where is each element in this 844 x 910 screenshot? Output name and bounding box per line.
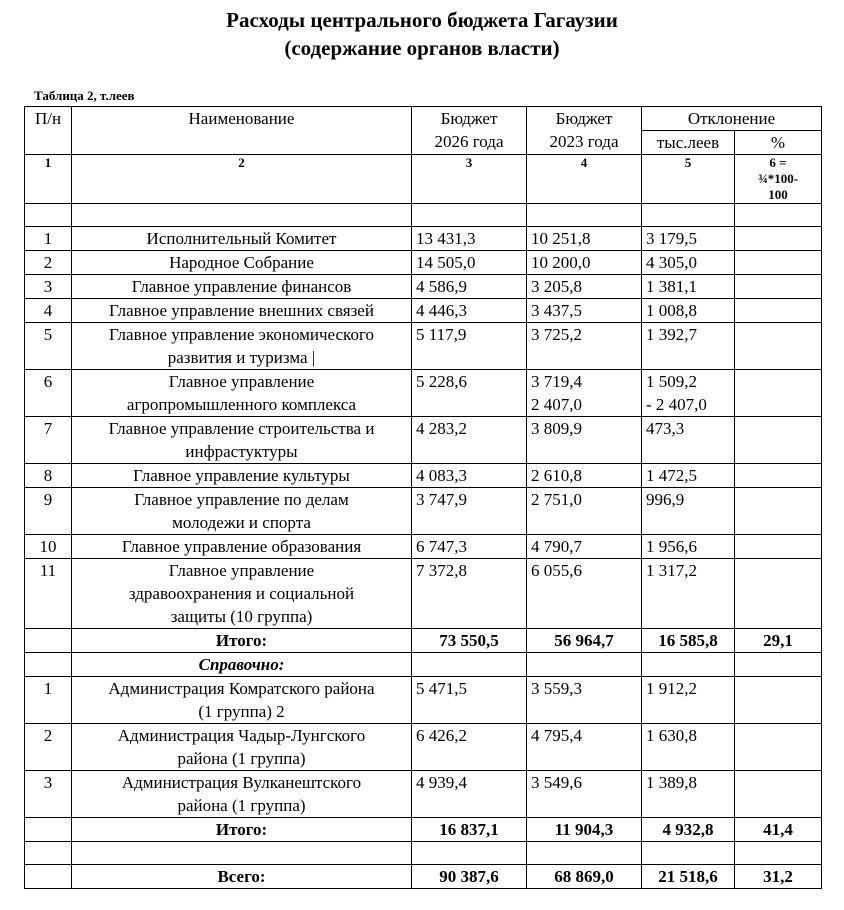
header-dev-abs: тыс.леев bbox=[642, 131, 735, 155]
total-label: Итого: bbox=[72, 629, 412, 653]
total-label: Всего: bbox=[72, 865, 412, 889]
row-budget-2023 bbox=[527, 227, 642, 251]
row-name bbox=[72, 464, 412, 488]
row-budget-2023-line: 3 437,5 bbox=[531, 301, 582, 320]
row-deviation bbox=[642, 535, 735, 559]
row-budget-2026-line: 7 372,8 bbox=[416, 561, 467, 580]
row-budget-2026-line: 5 117,9 bbox=[416, 325, 467, 344]
row-budget-2023 bbox=[527, 275, 642, 299]
row-deviation-line: 1 912,2 bbox=[646, 679, 697, 698]
row-budget-2023-line: 2 610,8 bbox=[531, 466, 582, 485]
row-deviation bbox=[642, 488, 735, 535]
row-name-line: Исполнительный Комитет bbox=[146, 229, 337, 248]
row-budget-2023-line: 4 795,4 bbox=[531, 726, 582, 745]
row-deviation-line: 1 008,8 bbox=[646, 301, 697, 320]
header-budget-2026-line1: Бюджет bbox=[440, 109, 498, 128]
table-row bbox=[25, 299, 822, 323]
row-deviation-line: 1 630,8 bbox=[646, 726, 697, 745]
row-name-line: инфрастуктуры bbox=[185, 442, 298, 461]
row-budget-2026 bbox=[412, 417, 527, 464]
row-budget-2026-line: 5 471,5 bbox=[416, 679, 467, 698]
empty-row bbox=[25, 204, 822, 227]
row-name bbox=[72, 299, 412, 323]
budget-table bbox=[24, 106, 822, 889]
row-deviation bbox=[642, 299, 735, 323]
row-name-line: района (1 группа) bbox=[177, 796, 306, 815]
row-budget-2023 bbox=[527, 323, 642, 370]
row-budget-2026-line: 4 283,2 bbox=[416, 419, 467, 438]
row-budget-2026 bbox=[412, 488, 527, 535]
num-col-6-line3: 100 bbox=[768, 187, 788, 202]
row-name bbox=[72, 488, 412, 535]
row-number: 11 bbox=[25, 559, 72, 629]
row-name-line: района (1 группа) bbox=[177, 749, 306, 768]
row-name-line: Главное управление финансов bbox=[131, 277, 352, 296]
total-budget-2023: 56 964,7 bbox=[527, 629, 642, 653]
empty-row bbox=[25, 842, 822, 865]
row-budget-2023 bbox=[527, 559, 642, 629]
row-deviation-line: 1 317,2 bbox=[646, 561, 697, 580]
row-deviation bbox=[642, 724, 735, 771]
row-deviation-line: 4 305,0 bbox=[646, 253, 697, 272]
row-budget-2023 bbox=[527, 488, 642, 535]
row-number: 3 bbox=[25, 275, 72, 299]
row-deviation-line: 473,3 bbox=[646, 419, 685, 438]
row-name-line: Главное управление bbox=[168, 372, 315, 391]
reference-table-row bbox=[25, 771, 822, 818]
row-budget-2026 bbox=[412, 323, 527, 370]
table-row bbox=[25, 559, 822, 629]
row-deviation-line: 1 509,2 bbox=[646, 372, 697, 391]
total-budget-2023: 68 869,0 bbox=[527, 865, 642, 889]
row-number: 8 bbox=[25, 464, 72, 488]
row-number: 9 bbox=[25, 488, 72, 535]
row-name-line: Главное управление образования bbox=[121, 537, 362, 556]
row-budget-2026 bbox=[412, 251, 527, 275]
row-percent bbox=[735, 227, 822, 251]
row-budget-2023-line: 3 559,3 bbox=[531, 679, 582, 698]
row-budget-2023-line: 6 055,6 bbox=[531, 561, 582, 580]
total-budget-2026: 73 550,5 bbox=[412, 629, 527, 653]
row-budget-2026 bbox=[412, 227, 527, 251]
row-budget-2023 bbox=[527, 724, 642, 771]
row-number: 3 bbox=[25, 771, 72, 818]
row-number: 2 bbox=[25, 724, 72, 771]
row-budget-2023-line: 3 205,8 bbox=[531, 277, 582, 296]
row-percent bbox=[735, 559, 822, 629]
total-deviation: 21 518,6 bbox=[642, 865, 735, 889]
row-number: 7 bbox=[25, 417, 72, 464]
table-row bbox=[25, 535, 822, 559]
row-budget-2023-line: 3 809,9 bbox=[531, 419, 582, 438]
row-name bbox=[72, 251, 412, 275]
row-budget-2023-line: 10 200,0 bbox=[531, 253, 591, 272]
row-deviation bbox=[642, 677, 735, 724]
row-name bbox=[72, 275, 412, 299]
row-name bbox=[72, 724, 412, 771]
row-number: 2 bbox=[25, 251, 72, 275]
num-col-6 bbox=[735, 155, 822, 204]
row-percent bbox=[735, 464, 822, 488]
row-name bbox=[72, 771, 412, 818]
table-row bbox=[25, 227, 822, 251]
row-budget-2023-line: 4 790,7 bbox=[531, 537, 582, 556]
row-name-line: развития и туризма | bbox=[167, 348, 316, 367]
header-deviation: Отклонение bbox=[642, 107, 822, 131]
row-name-line: Администрация Вулканештского bbox=[121, 773, 362, 792]
row-name bbox=[72, 677, 412, 724]
row-name-line: Главное управление bbox=[168, 561, 315, 580]
row-budget-2026-line: 4 939,4 bbox=[416, 773, 467, 792]
row-number: 4 bbox=[25, 299, 72, 323]
row-budget-2026 bbox=[412, 299, 527, 323]
row-number: 5 bbox=[25, 323, 72, 370]
reference-table-row bbox=[25, 677, 822, 724]
row-number: 1 bbox=[25, 227, 72, 251]
row-budget-2026 bbox=[412, 535, 527, 559]
row-name bbox=[72, 323, 412, 370]
row-name-line: молодежи и спорта bbox=[172, 513, 311, 532]
row-budget-2026 bbox=[412, 677, 527, 724]
header-budget-2026-line2: 2026 года bbox=[434, 132, 504, 151]
row-deviation-line: 1 956,6 bbox=[646, 537, 697, 556]
total-empty bbox=[25, 865, 72, 889]
row-budget-2023 bbox=[527, 771, 642, 818]
row-percent bbox=[735, 323, 822, 370]
row-percent bbox=[735, 677, 822, 724]
row-budget-2023 bbox=[527, 417, 642, 464]
total-budget-2023: 11 904,3 bbox=[527, 818, 642, 842]
row-budget-2026-line: 4 586,9 bbox=[416, 277, 467, 296]
num-col-4: 4 bbox=[527, 155, 642, 204]
total-deviation: 4 932,8 bbox=[642, 818, 735, 842]
row-budget-2023 bbox=[527, 535, 642, 559]
row-percent bbox=[735, 771, 822, 818]
row-percent bbox=[735, 488, 822, 535]
total-row bbox=[25, 629, 822, 653]
table-row bbox=[25, 370, 822, 417]
num-col-6-line1: 6 = bbox=[769, 155, 787, 170]
page-subtitle: (содержание органов власти) bbox=[284, 36, 560, 60]
row-budget-2026-line: 5 228,6 bbox=[416, 372, 467, 391]
table-caption: Таблица 2, т.леев bbox=[34, 88, 135, 103]
row-budget-2023-line: 10 251,8 bbox=[531, 229, 591, 248]
header-row bbox=[25, 107, 822, 131]
num-col-2: 2 bbox=[72, 155, 412, 204]
row-name-line: Администрация Комратского района bbox=[108, 679, 375, 698]
header-num: П/н bbox=[25, 107, 72, 155]
header-budget-2023-line1: Бюджет bbox=[555, 109, 613, 128]
table-row bbox=[25, 464, 822, 488]
row-deviation bbox=[642, 370, 735, 417]
grand-total-row bbox=[25, 865, 822, 889]
num-col-3: 3 bbox=[412, 155, 527, 204]
row-deviation bbox=[642, 323, 735, 370]
row-deviation-line: 1 392,7 bbox=[646, 325, 697, 344]
row-deviation bbox=[642, 417, 735, 464]
row-budget-2023-line: 3 725,2 bbox=[531, 325, 582, 344]
row-deviation bbox=[642, 464, 735, 488]
row-budget-2026-line: 4 083,3 bbox=[416, 466, 467, 485]
total-percent: 29,1 bbox=[735, 629, 822, 653]
header-name: Наименование bbox=[72, 107, 412, 155]
table-row bbox=[25, 275, 822, 299]
row-deviation-line: 3 179,5 bbox=[646, 229, 697, 248]
row-percent bbox=[735, 299, 822, 323]
reference-label: Справочно: bbox=[72, 653, 412, 677]
header-budget-2023-line2: 2023 года bbox=[549, 132, 619, 151]
row-number: 1 bbox=[25, 677, 72, 724]
total-percent: 41,4 bbox=[735, 818, 822, 842]
total-empty bbox=[25, 629, 72, 653]
row-deviation-line: 1 381,1 bbox=[646, 277, 697, 296]
row-budget-2026-line: 3 747,9 bbox=[416, 490, 467, 509]
row-deviation bbox=[642, 227, 735, 251]
row-budget-2023-line: 3 719,4 bbox=[531, 372, 582, 391]
row-budget-2026-line: 6 426,2 bbox=[416, 726, 467, 745]
total-empty bbox=[25, 818, 72, 842]
row-budget-2026 bbox=[412, 464, 527, 488]
row-number: 6 bbox=[25, 370, 72, 417]
row-percent bbox=[735, 251, 822, 275]
row-deviation bbox=[642, 275, 735, 299]
row-budget-2023-line: 2 751,0 bbox=[531, 490, 582, 509]
row-name-line: защиты (10 группа) bbox=[170, 607, 313, 626]
row-budget-2026-line: 4 446,3 bbox=[416, 301, 467, 320]
table-row bbox=[25, 417, 822, 464]
row-deviation-line: - 2 407,0 bbox=[646, 395, 707, 414]
row-budget-2026 bbox=[412, 771, 527, 818]
header-budget-2026 bbox=[412, 107, 527, 155]
total-budget-2026: 16 837,1 bbox=[412, 818, 527, 842]
row-budget-2026-line: 14 505,0 bbox=[416, 253, 476, 272]
num-col-5: 5 bbox=[642, 155, 735, 204]
row-name bbox=[72, 535, 412, 559]
row-name-line: (1 группа) 2 bbox=[198, 702, 285, 721]
row-budget-2026-line: 13 431,3 bbox=[416, 229, 476, 248]
row-percent bbox=[735, 535, 822, 559]
row-percent bbox=[735, 417, 822, 464]
row-deviation-line: 1 389,8 bbox=[646, 773, 697, 792]
row-budget-2023-line: 2 407,0 bbox=[531, 395, 582, 414]
header-dev-pct: % bbox=[735, 131, 822, 155]
row-budget-2023 bbox=[527, 299, 642, 323]
table-row bbox=[25, 488, 822, 535]
table-row bbox=[25, 323, 822, 370]
row-name-line: агропромышленного комплекса bbox=[126, 395, 357, 414]
total-label: Итого: bbox=[72, 818, 412, 842]
row-budget-2023-line: 3 549,6 bbox=[531, 773, 582, 792]
row-budget-2026 bbox=[412, 559, 527, 629]
row-budget-2026 bbox=[412, 724, 527, 771]
row-budget-2026 bbox=[412, 370, 527, 417]
total-budget-2026: 90 387,6 bbox=[412, 865, 527, 889]
num-col-6-line2: ¾*100- bbox=[757, 171, 799, 186]
header-budget-2023 bbox=[527, 107, 642, 155]
row-name-line: Народное Собрание bbox=[169, 253, 314, 272]
row-budget-2023 bbox=[527, 370, 642, 417]
row-name-line: Главное управление экономического bbox=[108, 325, 374, 344]
row-name bbox=[72, 370, 412, 417]
total-deviation: 16 585,8 bbox=[642, 629, 735, 653]
row-number: 10 bbox=[25, 535, 72, 559]
row-percent bbox=[735, 724, 822, 771]
reference-total-row bbox=[25, 818, 822, 842]
row-budget-2023 bbox=[527, 251, 642, 275]
row-budget-2023 bbox=[527, 677, 642, 724]
row-budget-2026-line: 6 747,3 bbox=[416, 537, 467, 556]
row-percent bbox=[735, 370, 822, 417]
row-deviation bbox=[642, 559, 735, 629]
row-percent bbox=[735, 275, 822, 299]
row-deviation bbox=[642, 771, 735, 818]
page-title: Расходы центрального бюджета Гагаузии bbox=[226, 8, 618, 32]
reference-row bbox=[25, 653, 822, 677]
table-row bbox=[25, 251, 822, 275]
row-budget-2026 bbox=[412, 275, 527, 299]
numbering-row bbox=[25, 155, 822, 204]
row-deviation-line: 1 472,5 bbox=[646, 466, 697, 485]
row-name bbox=[72, 559, 412, 629]
row-name-line: здравоохранения и социальной bbox=[128, 584, 355, 603]
row-name bbox=[72, 227, 412, 251]
reference-table-row bbox=[25, 724, 822, 771]
row-name bbox=[72, 417, 412, 464]
row-budget-2023 bbox=[527, 464, 642, 488]
row-name-line: Администрация Чадыр-Лунгского bbox=[117, 726, 366, 745]
num-col-1: 1 bbox=[25, 155, 72, 204]
row-deviation bbox=[642, 251, 735, 275]
row-name-line: Главное управление культуры bbox=[133, 466, 350, 485]
row-deviation-line: 996,9 bbox=[646, 490, 685, 509]
row-name-line: Главное управление по делам bbox=[134, 490, 349, 509]
row-name-line: Главное управление внешних связей bbox=[109, 301, 374, 320]
row-name-line: Главное управление строительства и bbox=[108, 419, 375, 438]
total-percent: 31,2 bbox=[735, 865, 822, 889]
